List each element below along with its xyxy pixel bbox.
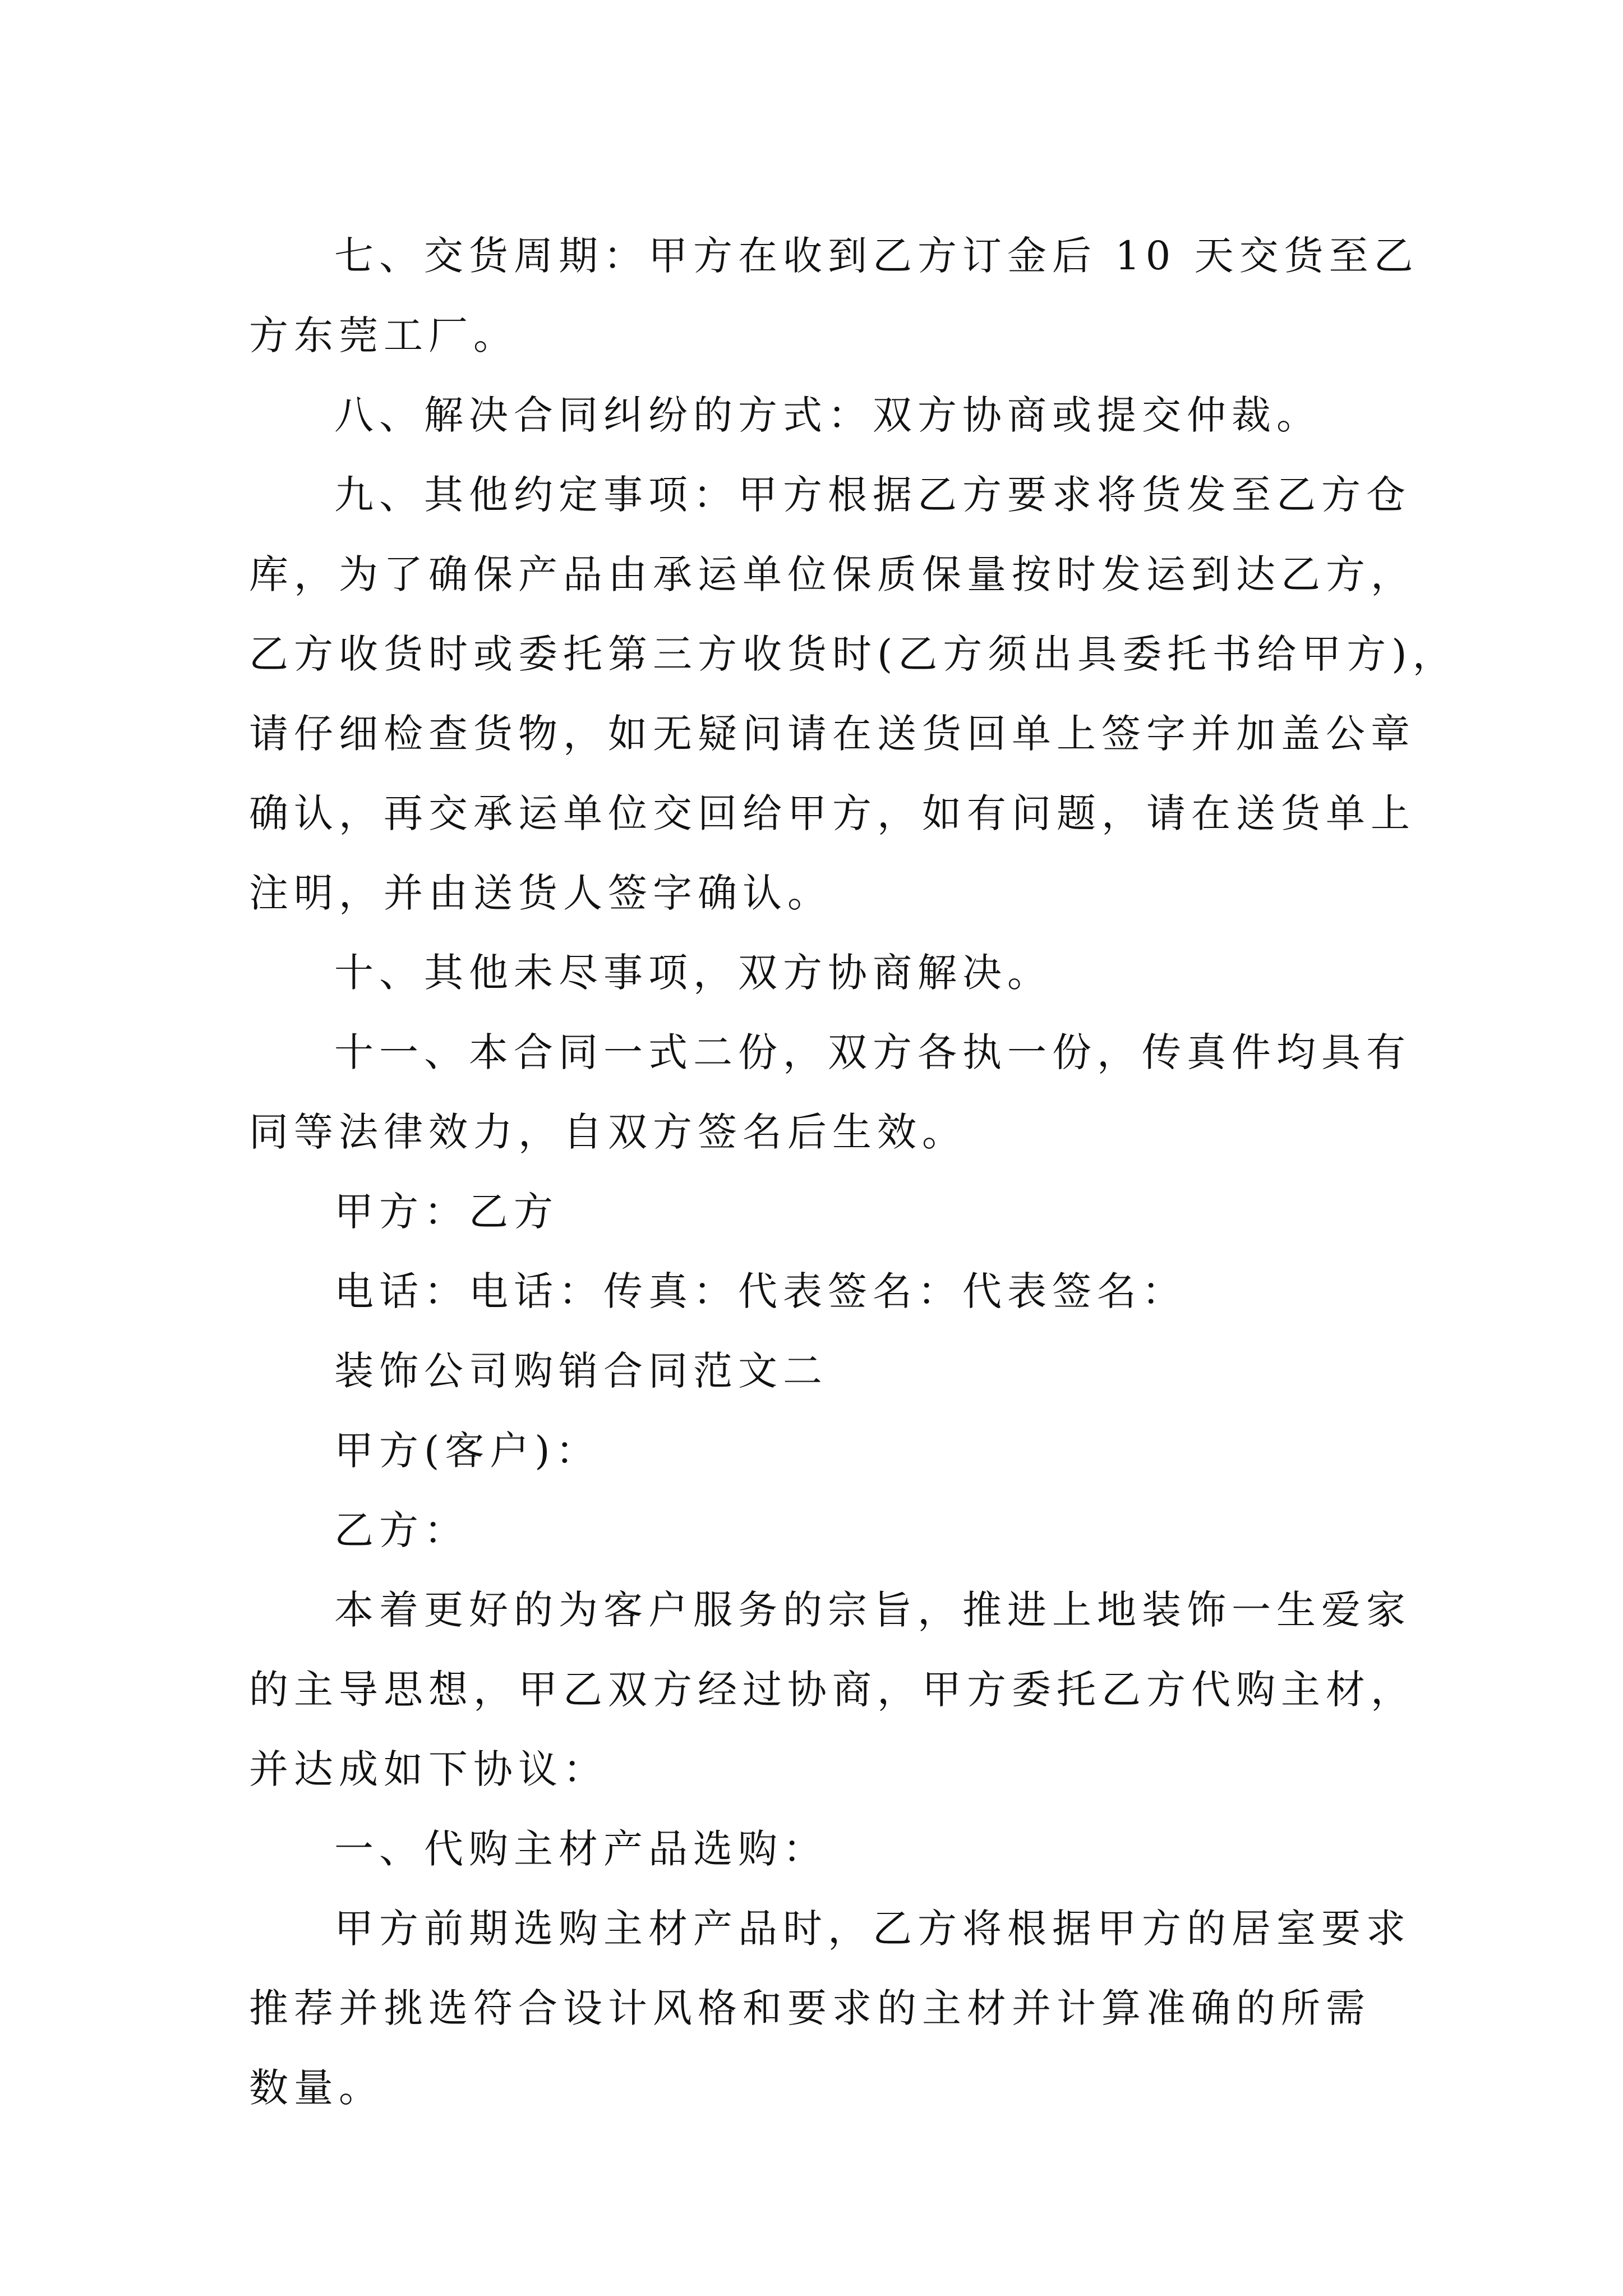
paragraph-line: 库，为了确保产品由承运单位保质保量按时发运到达乙方， bbox=[249, 551, 1415, 597]
paragraph-line: 方东莞工厂。 bbox=[249, 312, 518, 358]
document-body bbox=[249, 216, 1458, 2128]
section-title: 装饰公司购销合同范文二 bbox=[334, 1348, 828, 1394]
paragraph-line: 数量。 bbox=[249, 2065, 384, 2111]
signature-line: 甲方：乙方 bbox=[334, 1189, 559, 1235]
party-a-line: 甲方(客户)： bbox=[334, 1428, 601, 1474]
paragraph-line: 并达成如下协议： bbox=[249, 1746, 608, 1792]
paragraph-line: 八、解决合同纠纷的方式：双方协商或提交仲裁。 bbox=[334, 392, 1321, 438]
paragraph-line: 推荐并挑选符合设计风格和要求的主材并计算准确的所需 bbox=[249, 1985, 1371, 2031]
paragraph-line: 甲方前期选购主材产品时，乙方将根据甲方的居室要求 bbox=[334, 1906, 1411, 1952]
paragraph-line: 本着更好的为客户服务的宗旨，推进上地装饰一生爱家 bbox=[334, 1587, 1411, 1633]
paragraph-line: 确认，再交承运单位交回给甲方，如有问题，请在送货单上 bbox=[249, 790, 1415, 836]
paragraph-line: 请仔细检查货物，如无疑问请在送货回单上签字并加盖公章 bbox=[249, 711, 1415, 757]
paragraph-line: 九、其他约定事项：甲方根据乙方要求将货发至乙方仓 bbox=[334, 472, 1411, 518]
paragraph-line: 的主导思想，甲乙双方经过协商，甲方委托乙方代购主材， bbox=[249, 1667, 1415, 1713]
paragraph-line: 注明，并由送货人签字确认。 bbox=[249, 870, 832, 916]
party-b-line: 乙方： bbox=[334, 1507, 469, 1553]
paragraph-line: 乙方收货时或委托第三方收货时(乙方须出具委托书给甲方)， bbox=[249, 631, 1458, 677]
paragraph-line: 十、其他未尽事项，双方协商解决。 bbox=[334, 950, 1052, 996]
paragraph-line: 同等法律效力，自双方签名后生效。 bbox=[249, 1109, 967, 1155]
paragraph-line: 七、交货周期：甲方在收到乙方订金后 10 天交货至乙 bbox=[334, 233, 1419, 279]
paragraph-line: 十一、本合同一式二份，双方各执一份，传真件均具有 bbox=[334, 1029, 1411, 1075]
contact-line: 电话：电话：传真：代表签名：代表签名： bbox=[334, 1268, 1187, 1314]
clause-heading: 一、代购主材产品选购： bbox=[334, 1826, 828, 1872]
